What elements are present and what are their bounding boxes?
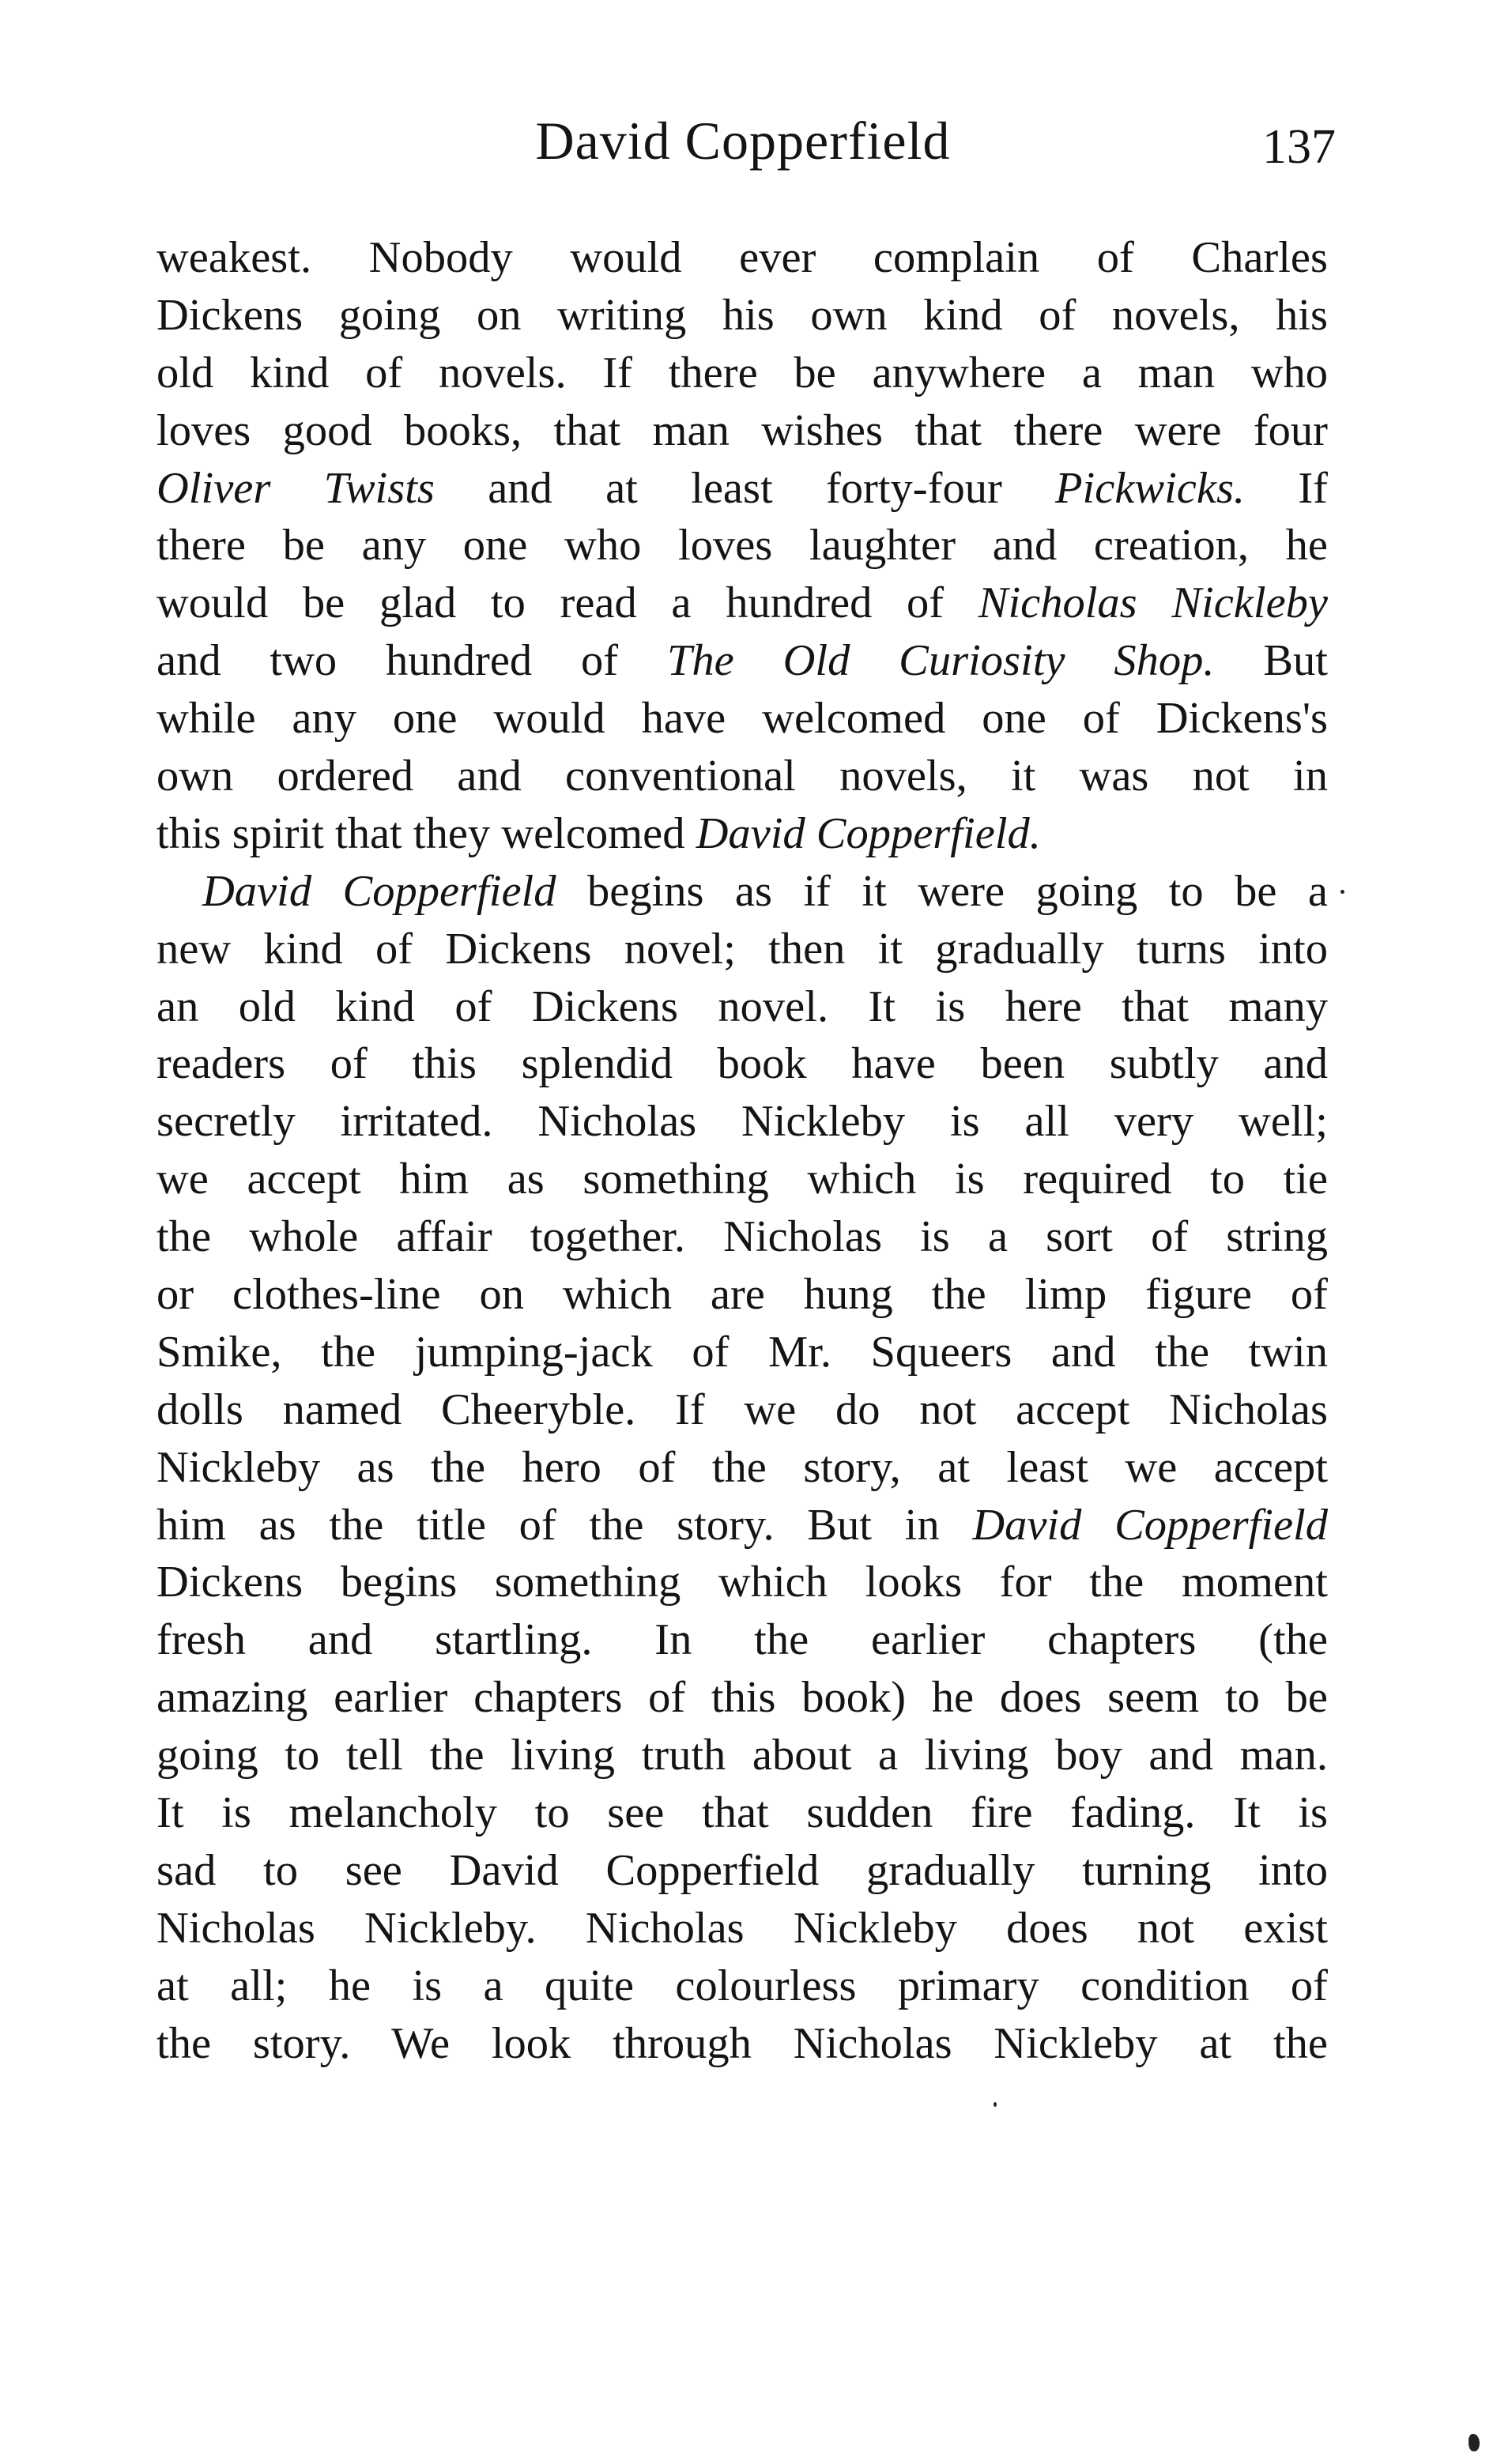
text-line: going to tell the living truth about a living boy and man. xyxy=(156,1731,1328,1780)
text-line: fresh and startling. In the earlier chapters (the xyxy=(156,1615,1328,1665)
text-line: would be glad to read a hundred of Nicholas Nickleby xyxy=(156,578,1328,628)
italic-title: David Copperfield xyxy=(202,866,556,916)
paragraph-start-line: David Copperfield begins as if it were going to be a xyxy=(202,866,1328,916)
text-line: Dickens begins something which looks for the moment xyxy=(156,1558,1328,1607)
text-line: weakest. Nobody would ever complain of Charles xyxy=(156,233,1328,282)
text-line: Smike, the jumping-jack of Mr. Squeers and the twin xyxy=(156,1327,1328,1377)
text-line: old kind of novels. If there be anywhere a man who xyxy=(156,348,1328,397)
text-line: the whole affair together. Nicholas is a sort of string xyxy=(156,1212,1328,1262)
italic-title: The Old Curiosity Shop. xyxy=(666,636,1215,686)
running-title: David Copperfield xyxy=(535,111,951,171)
text-line: this spirit that they welcomed David Copperfield. xyxy=(156,808,1041,858)
text-line: an old kind of Dickens novel. It is here that many xyxy=(156,981,1328,1031)
text-line: readers of this splendid book have been subtly and xyxy=(156,1039,1328,1089)
page-number: 137 xyxy=(1262,120,1336,174)
text-line: new kind of Dickens novel; then it gradually turns into xyxy=(156,924,1328,974)
italic-title: David Copperfield xyxy=(972,1500,1328,1550)
body-text xyxy=(156,229,1328,2073)
text-line: dolls named Cheeryble. If we do not accept Nicholas xyxy=(156,1385,1328,1434)
text-line: sad to see David Copperfield gradually turning into xyxy=(156,1845,1328,1895)
text-line: while any one would have welcomed one of Dickens's xyxy=(156,694,1328,744)
ink-speck xyxy=(994,2102,997,2107)
italic-title: Pickwicks. xyxy=(1055,463,1246,513)
text-line: Dickens going on writing his own kind of novels, his xyxy=(156,290,1328,340)
ink-speck xyxy=(1469,2434,1480,2451)
text-line: Nicholas Nickleby. Nicholas Nickleby does not exist xyxy=(156,1903,1328,1953)
text-line: own ordered and conventional novels, it was not in xyxy=(156,752,1328,801)
text-line: the story. We look through Nicholas Nickleby at the xyxy=(156,2018,1328,2068)
text-line: secretly irritated. Nicholas Nickleby is all very well; xyxy=(156,1097,1328,1147)
text-line: there be any one who loves laughter and creation, he xyxy=(156,521,1328,571)
ink-speck xyxy=(1340,890,1344,894)
text-line: Nickleby as the hero of the story, at least we accept xyxy=(156,1442,1328,1492)
text-line: or clothes-line on which are hung the limp figure of xyxy=(156,1270,1328,1320)
text-line: at all; he is a quite colourless primary condition of xyxy=(156,1961,1328,2010)
text-line: we accept him as something which is required to tie xyxy=(156,1155,1328,1204)
text-line: It is melancholy to see that sudden fire fading. It is xyxy=(156,1788,1328,1838)
italic-title: Oliver Twists xyxy=(156,463,435,513)
text-line: loves good books, that man wishes that there were four xyxy=(156,405,1328,455)
text-line: amazing earlier chapters of this book) he does seem to be xyxy=(156,1673,1328,1723)
text-line: Oliver Twists and at least forty-four Pickwicks. If xyxy=(156,463,1328,513)
italic-title: David Copperfield. xyxy=(696,808,1041,858)
italic-title: Nicholas Nickleby xyxy=(978,578,1328,628)
text-line: and two hundred of The Old Curiosity Shop. But xyxy=(156,636,1328,686)
text-line: him as the title of the story. But in David Copperfield xyxy=(156,1500,1328,1550)
